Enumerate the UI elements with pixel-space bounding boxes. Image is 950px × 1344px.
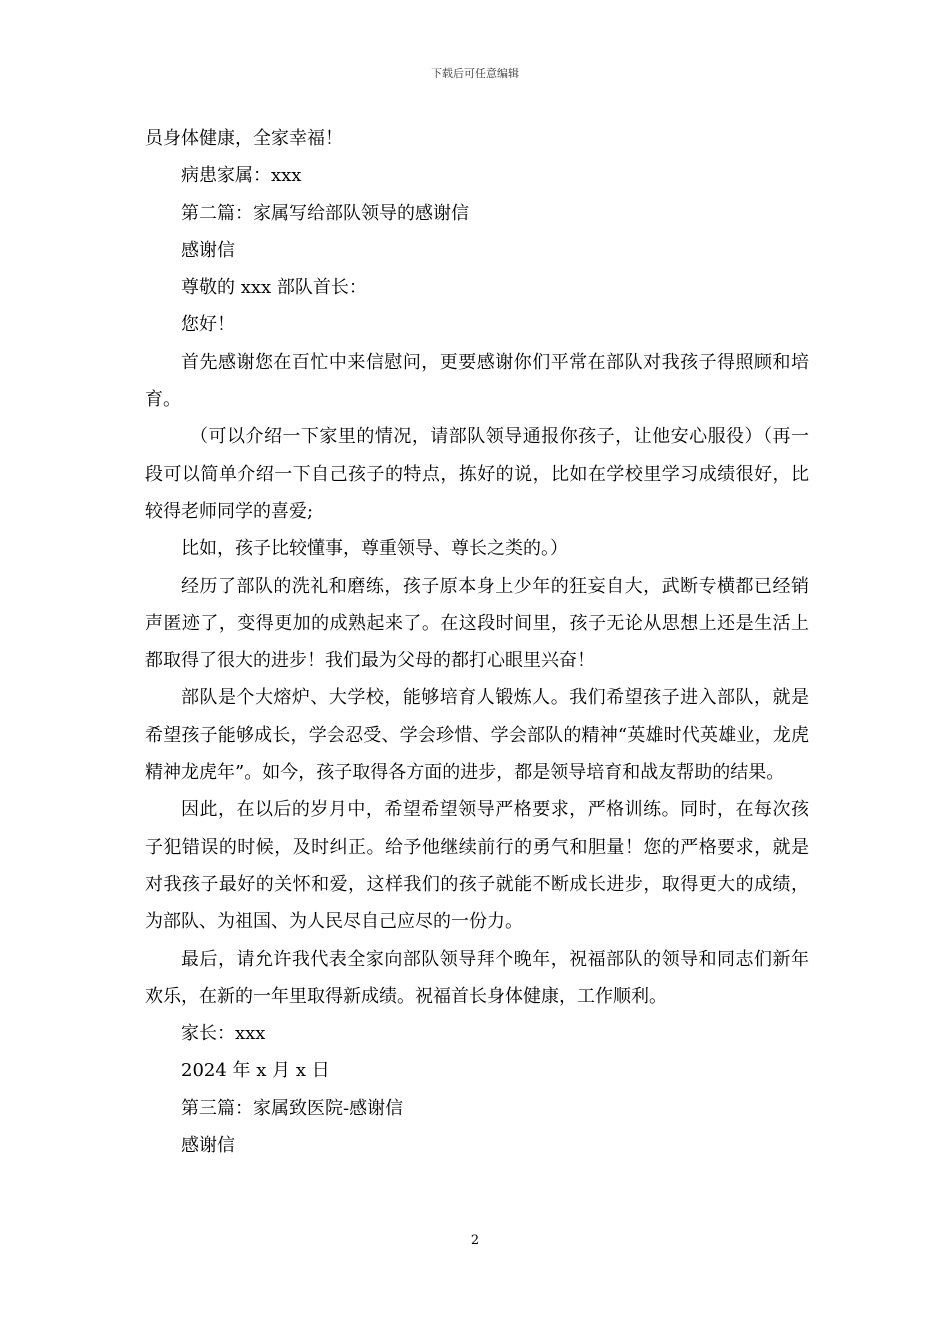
page-header: 下载后可任意编辑 xyxy=(431,67,519,80)
paragraph-closing: 最后，请允许我代表全家向部队领导拜个晚年，祝福部队的领导和同志们新年欢乐，在新的一年里取得新成绩。祝福首长身体健康，工作顺利。 xyxy=(145,948,809,1007)
letter-salutation: 尊敬的 xxx 部队首长： xyxy=(181,277,367,299)
signature-parent: 家长：xxx xyxy=(181,1023,266,1045)
paragraph-request: 因此，在以后的岁月中，希望希望领导严格要求，严格训练。同时，在每次孩子犯错误的时候，及时纠正。给予他继续前行的勇气和胆量！您的严格要求，就是对我孩子最好的关怀和爱，这样我们的孩子就能不断成长进步，取得更大的成绩，为部队、为祖国、为人民尽自己应尽的一份力。 xyxy=(145,799,809,933)
paragraph-army-school: 部队是个大熔炉、大学校，能够培育人锻炼人。我们希望孩子进入部队，就是希望孩子能够成长，学会忍受、学会珍惜、学会部队的精神“英雄时代英雄业，龙虎精神龙虎年”。如今，孩子取得各方面的进步，都是领导培育和战友帮助的结果。 xyxy=(145,687,809,784)
paragraph-experience: 经历了部队的洗礼和磨练，孩子原本身上少年的狂妄自大，武断专横都已经销声匿迹了，变得更加的成熟起来了。在这段时间里，孩子无论从思想上还是生活上都取得了很大的进步！我们最为父母的都打心眼里兴奋！ xyxy=(145,575,809,672)
paragraph-signature-family: 病患家属：xxx xyxy=(181,165,302,187)
document-body xyxy=(145,120,809,1164)
letter-title: 感谢信 xyxy=(181,239,235,261)
section-heading-2: 第二篇：家属写给部队领导的感谢信 xyxy=(181,202,469,224)
letter-greeting: 您好！ xyxy=(181,314,235,336)
paragraph-example: 比如，孩子比较懂事，尊重领导、尊长之类的。） xyxy=(181,538,568,560)
paragraph-continuation: 员身体健康，全家幸福！ xyxy=(145,128,343,149)
section-heading-3: 第三篇：家属致医院-感谢信 xyxy=(181,1097,404,1119)
letter-title-2: 感谢信 xyxy=(181,1135,235,1157)
paragraph-note: （可以介绍一下家里的情况，请部队领导通报你孩子，让他安心服役）（再一段可以简单介绍一下自己孩子的特点，拣好的说，比如在学校里学习成绩很好，比较得老师同学的喜爱; xyxy=(145,426,809,522)
page-number: 2 xyxy=(470,1233,480,1248)
signature-date: 2024 年 x 月 x 日 xyxy=(181,1060,330,1082)
paragraph-thanks: 首先感谢您在百忙中来信慰问，更要感谢你们平常在部队对我孩子得照顾和培育。 xyxy=(145,351,809,411)
